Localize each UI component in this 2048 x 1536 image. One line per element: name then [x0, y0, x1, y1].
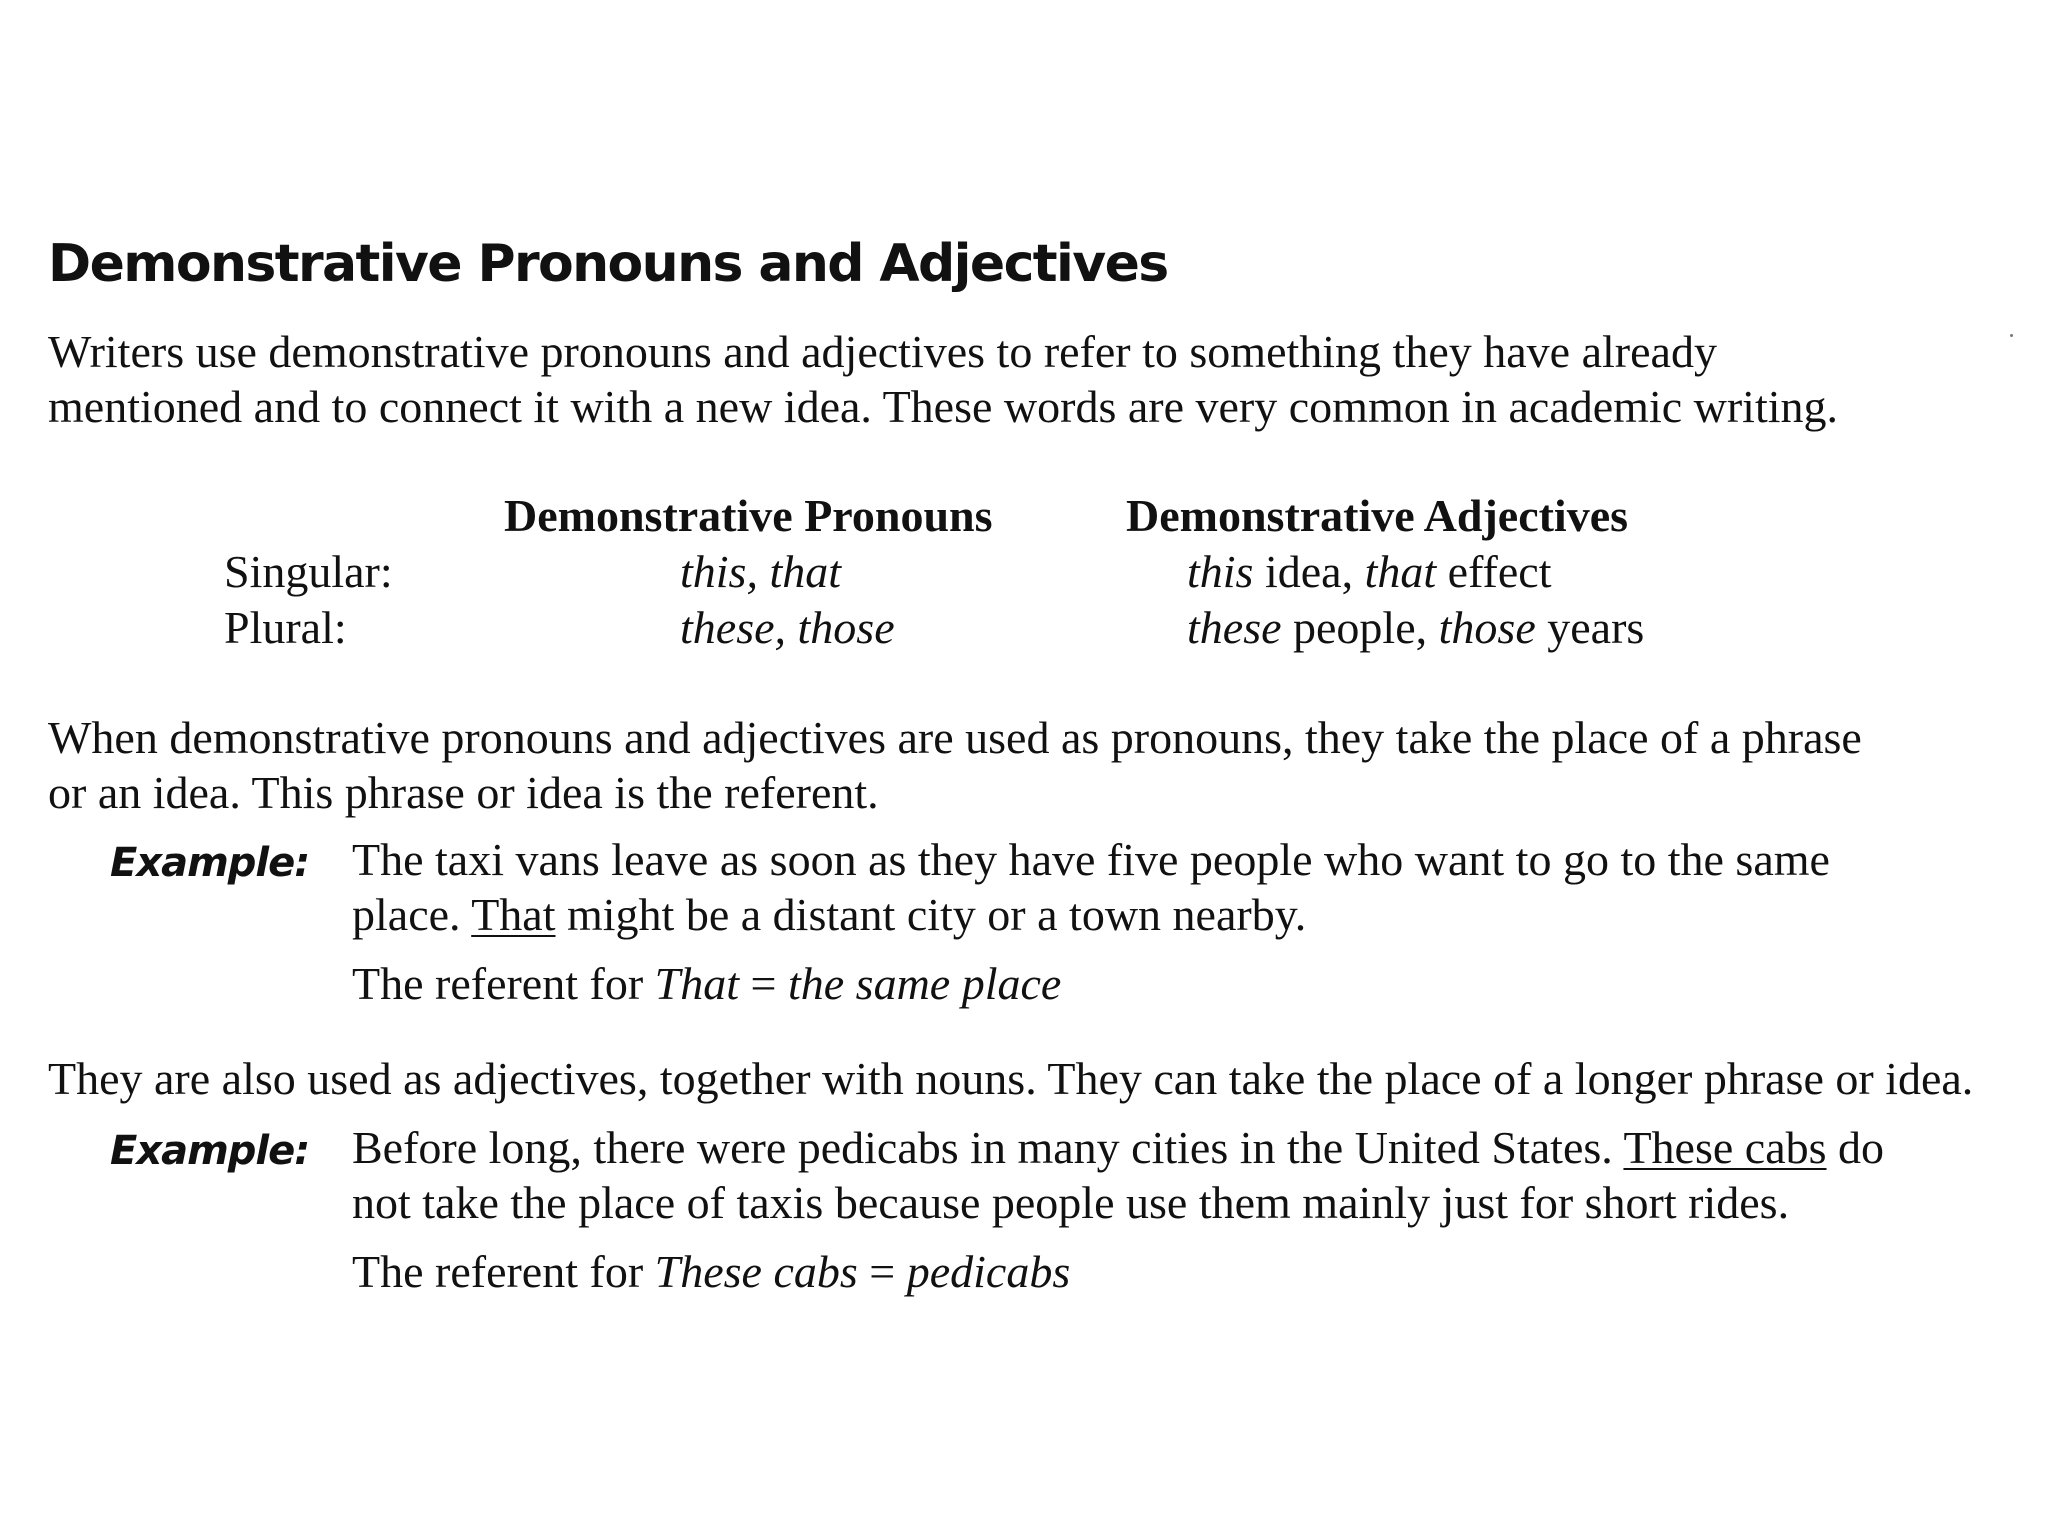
- example-label: Example:: [110, 840, 310, 886]
- plural-pronouns: these, those: [680, 602, 895, 653]
- table-row: [0, 544, 2048, 599]
- example-line: [352, 887, 1830, 942]
- example-line: The taxi vans leave as soon as they have five people who want to go to the same: [352, 834, 1830, 885]
- noun-text: effect: [1436, 546, 1552, 597]
- underlined-phrase: These cabs: [1623, 1122, 1827, 1173]
- table-header-row: [0, 488, 2048, 543]
- referent-prefix: The referent for: [352, 958, 655, 1009]
- referent-prefix: The referent for: [352, 1246, 655, 1297]
- table-row: [0, 600, 2048, 655]
- example-line: not take the place of taxis because people use them mainly just for short rides.: [352, 1177, 1790, 1228]
- referent-word: These cabs: [654, 1246, 858, 1297]
- example-text: might be a distant city or a town nearby.: [555, 889, 1307, 940]
- example-sentence: [352, 832, 1830, 942]
- referent-equals: =: [857, 1246, 907, 1297]
- referent-line: [352, 1244, 1070, 1299]
- example-text: do: [1826, 1122, 1885, 1173]
- noun-text: people,: [1281, 602, 1439, 653]
- referent-word: That: [654, 958, 740, 1009]
- demonstrative-word: that: [1364, 546, 1437, 597]
- example-label: Example:: [110, 1128, 310, 1174]
- example-text: Before long, there were pedicabs in many cities in the United States.: [352, 1122, 1624, 1173]
- referent-value: pedicabs: [906, 1246, 1071, 1297]
- row-label-singular: Singular:: [224, 546, 393, 597]
- paragraph-line: When demonstrative pronouns and adjectives are used as pronouns, they take the place of a phrase: [48, 712, 1862, 763]
- page-title: Demonstrative Pronouns and Adjectives: [48, 234, 1168, 294]
- example-sentence: [352, 1120, 1884, 1230]
- row-label-plural: Plural:: [224, 602, 347, 653]
- singular-pronouns: this, that: [680, 546, 842, 597]
- paragraph-line: or an idea. This phrase or idea is the referent.: [48, 767, 879, 818]
- referent-value: the same place: [787, 958, 1062, 1009]
- example-text: place.: [352, 889, 472, 940]
- demonstrative-word: this: [1187, 546, 1254, 597]
- pronoun-usage-paragraph: [48, 710, 2008, 820]
- paragraph-line: They are also used as adjectives, together with nouns. They can take the place of a longer phrase or idea.: [48, 1053, 1974, 1104]
- referent-line: [352, 956, 1061, 1011]
- underlined-pronoun: That: [471, 889, 556, 940]
- column-header-adjectives: Demonstrative Adjectives: [1126, 490, 1629, 541]
- singular-adjective-examples: [1187, 544, 1552, 599]
- demonstrative-word: those: [1438, 602, 1536, 653]
- example-line: [352, 1120, 1884, 1175]
- intro-paragraph: [48, 324, 2008, 434]
- demonstrative-word: these: [1187, 602, 1282, 653]
- intro-line: Writers use demonstrative pronouns and adjectives to refer to something they have already: [48, 326, 1717, 377]
- noun-text: years: [1535, 602, 1645, 653]
- referent-equals: =: [739, 958, 788, 1009]
- noun-text: idea,: [1253, 546, 1365, 597]
- adjective-usage-paragraph: [48, 1051, 2008, 1106]
- column-header-pronouns: Demonstrative Pronouns: [504, 490, 993, 541]
- intro-line: mentioned and to connect it with a new idea. These words are very common in academic writing.: [48, 381, 1839, 432]
- plural-adjective-examples: [1187, 600, 1644, 655]
- scan-speck: [2010, 334, 2013, 337]
